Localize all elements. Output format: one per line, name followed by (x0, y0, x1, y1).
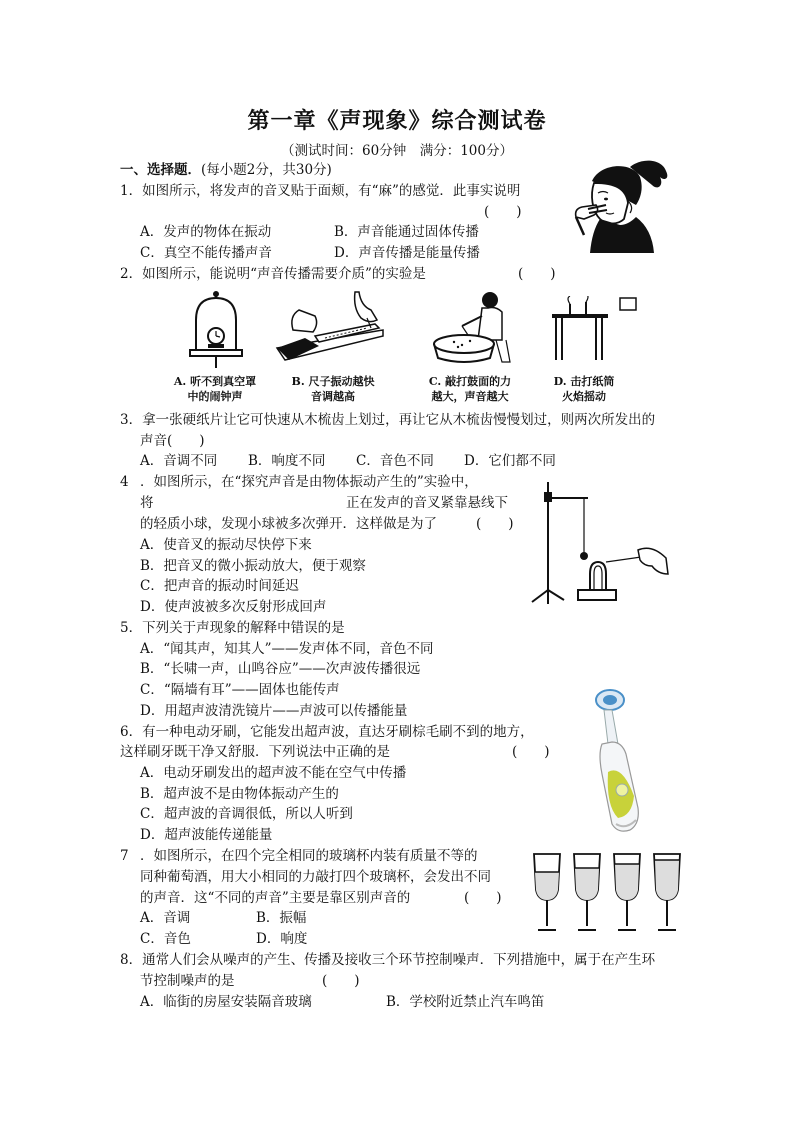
q8-stem-cont: 节控制噪声的是 (140, 973, 235, 989)
q6-option-a: A．电动牙刷发出的超声波不能在空气中传播 (140, 765, 407, 781)
q5-stem: 5．下列关于声现象的解释中错误的是 (120, 620, 345, 636)
q4-number: 4 (120, 474, 129, 490)
q7-option-a: A．音调 (140, 910, 191, 926)
q5-option-d: D．用超声波清洗镜片——声波可以传播能量 (140, 703, 408, 719)
q2-candle-tube-figure (548, 296, 640, 362)
q5-option-c: C．“隔墙有耳”——固体也能传声 (140, 682, 340, 698)
q7-option-b: B．振幅 (256, 910, 307, 926)
q2-drum-figure (430, 290, 520, 366)
q7-stem: ．如图所示，在四个完全相同的玻璃杯内装有质量不等的 (140, 848, 478, 864)
q7-option-c: C．音色 (140, 931, 191, 947)
section-note: (每小题2分，共30分) (201, 162, 332, 178)
q4-tuning-fork-pendulum-figure (528, 478, 678, 610)
q4-stem-cont-c: 的轻质小球，发现小球被多次弹开．这样做是为了 (140, 516, 437, 532)
q2-caption-d: D. 击打纸筒 火焰摇动 (553, 375, 615, 403)
q3-option-b: B．响度不同 (248, 453, 326, 469)
q2-ruler-figure (275, 290, 385, 366)
section-heading (120, 160, 332, 180)
q1-option-d: D．声音传播是能量传播 (334, 245, 480, 261)
q4-stem-cont-a: 将 (140, 495, 154, 511)
q7-stem-cont-2: 的声音．这“不同的声音”主要是靠区别声音的 (140, 890, 411, 906)
q2-caption-a: A. 听不到真空罩 中的闹钟声 (173, 375, 257, 403)
page-subtitle: （测试时间：60分钟 满分：100分） (281, 143, 513, 159)
q3-option-c: C．音色不同 (356, 453, 434, 469)
q6-option-d: D．超声波能传递能量 (140, 827, 273, 843)
q4-option-a: A．使音叉的振动尽快停下来 (140, 537, 312, 553)
section-label: 一、选择题． (120, 162, 201, 178)
q7-number: 7 (120, 848, 129, 864)
q8-paren: ( ) (322, 973, 360, 989)
q7-option-d: D．响度 (256, 931, 308, 947)
q4-option-b: B．把音叉的微小振动放大，便于观察 (140, 558, 366, 574)
q7-stem-cont: 同种葡萄酒，用大小相同的力敲打四个玻璃杯，会发出不同 (140, 869, 491, 885)
q4-paren: ( ) (476, 516, 514, 532)
q1-paren: ( ) (484, 204, 522, 220)
q3-stem: 3．拿一张硬纸片让它可快速从木梳齿上划过，再让它从木梳齿慢慢划过，则两次所发出的 (120, 412, 656, 428)
q6-option-c: C．超声波的音调很低，所以人听到 (140, 806, 353, 822)
q6-paren: ( ) (512, 744, 550, 760)
q1-stem: 1．如图所示，将发声的音叉贴于面颊，有“麻”的感觉．此事实说明 (120, 183, 521, 199)
q1-option-a: A．发声的物体在振动 (140, 224, 272, 240)
q8-option-b: B．学校附近禁止汽车鸣笛 (386, 994, 545, 1010)
q5-option-b: B．“长啸一声，山鸣谷应”——次声波传播很远 (140, 661, 421, 677)
q7-paren: ( ) (464, 890, 502, 906)
q3-option-a: A．音调不同 (140, 453, 218, 469)
q4-option-d: D．使声波被多次反射形成回声 (140, 599, 327, 615)
q2-paren: ( ) (518, 266, 556, 282)
page-title: 第一章《声现象》综合测试卷 (247, 108, 547, 134)
q3-stem-cont: 声音( ) (140, 433, 205, 449)
q8-option-a: A．临街的房屋安装隔音玻璃 (140, 994, 312, 1010)
q6-stem-cont: 这样刷牙既干净又舒服．下列说法中正确的是 (120, 744, 390, 760)
q6-option-b: B．超声波不是由物体振动产生的 (140, 786, 339, 802)
q6-stem: 6．有一种电动牙刷，它能发出超声波，直达牙刷棕毛刷不到的地方， (120, 724, 534, 740)
q7-wine-glasses-figure (530, 850, 690, 934)
q2-caption-b: B. 尺子振动越快 音调越高 (291, 375, 375, 403)
q2-stem: 2．如图所示，能说明“声音传播需要介质”的实验是 (120, 266, 426, 282)
q4-stem: ．如图所示，在“探究声音是由物体振动产生的”实验中， (140, 474, 478, 490)
q2-bell-jar-figure (186, 290, 246, 368)
q1-option-c: C．真空不能传播声音 (140, 245, 272, 261)
q5-option-a: A．“闻其声，知其人”——发声体不同，音色不同 (140, 641, 434, 657)
q4-option-c: C．把声音的振动时间延迟 (140, 578, 299, 594)
q4-stem-cont-b: 正在发声的音叉紧靠悬线下 (346, 495, 508, 511)
q2-caption-c: C. 敲打鼓面的力 越大，声音越大 (428, 375, 512, 403)
q3-option-d: D．它们都不同 (464, 453, 556, 469)
q1-option-b: B．声音能通过固体传播 (334, 224, 479, 240)
q6-electric-toothbrush-figure (582, 684, 666, 836)
q1-girl-tuning-fork-figure (570, 155, 674, 257)
q8-stem: 8．通常人们会从噪声的产生、传播及接收三个环节控制噪声．下列措施中，属于在产生环 (120, 952, 656, 968)
